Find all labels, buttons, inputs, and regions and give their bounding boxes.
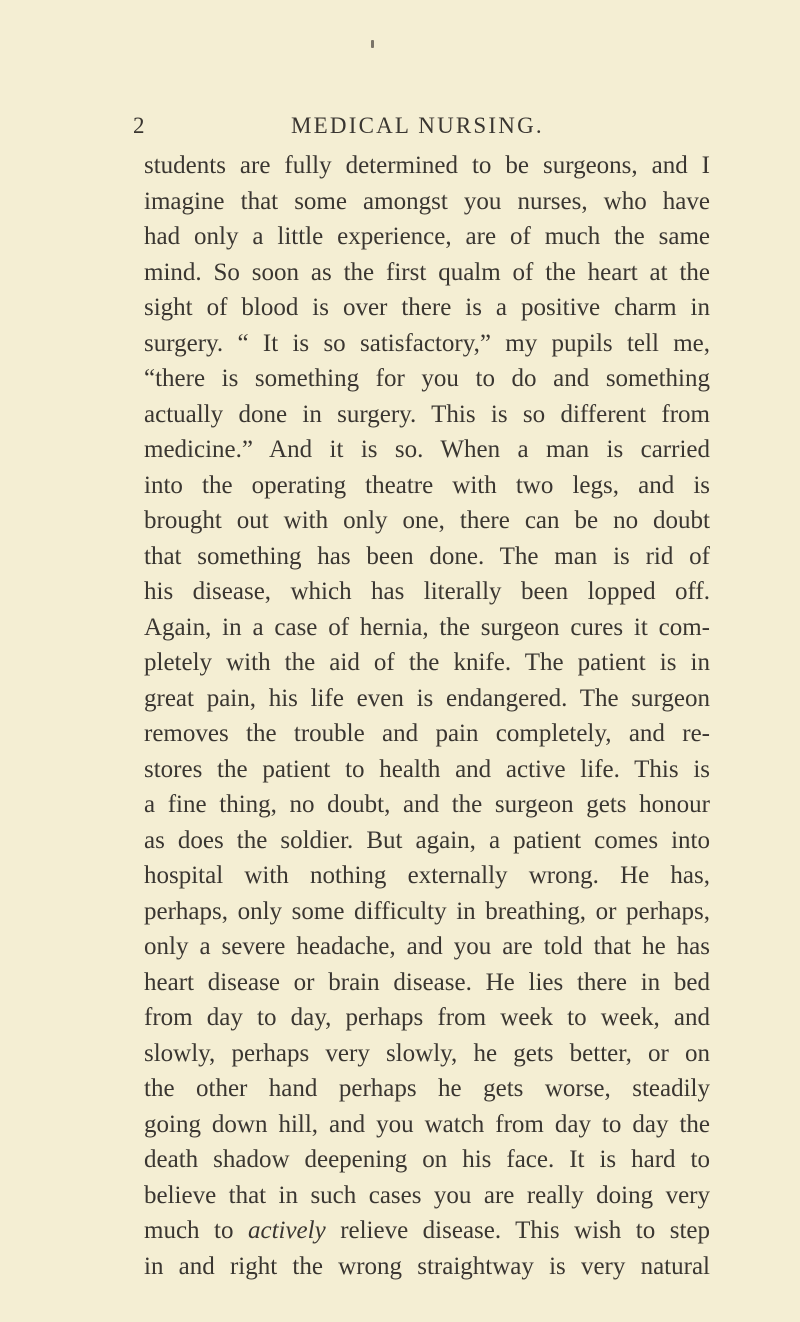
body-text: [144, 148, 710, 1284]
text-line: students are fully determined to be surgeons, and I: [144, 152, 710, 179]
print-speck: [371, 40, 374, 48]
text-line: death shadow deepening on his face. It is hard to: [144, 1146, 710, 1173]
text-line: hospital with nothing externally wrong. He has,: [144, 862, 710, 889]
text-line: imagine that some amongst you nurses, who have: [144, 187, 710, 215]
text-line: great pain, his life even is endangered. The surgeon: [144, 684, 710, 712]
text-line: sight of blood is over there is a positive charm in: [144, 294, 710, 321]
text-line: the other hand perhaps he gets worse, steadily: [144, 1075, 710, 1102]
page-number: 2: [133, 113, 146, 138]
text-line: surgery. “ It is so satisfactory,” my pupils tell me,: [144, 329, 710, 357]
text-line: his disease, which has literally been lopped off.: [144, 578, 710, 605]
text-segment: relieve disease. This wish to step: [325, 1217, 710, 1244]
text-line-with-emphasis: [144, 1213, 710, 1249]
text-line: perhaps, only some difficulty in breathing, or perhaps,: [144, 897, 710, 925]
text-line: removes the trouble and pain completely, and re-: [144, 720, 710, 747]
text-line: going down hill, and you watch from day to day the: [144, 1110, 710, 1138]
text-line: into the operating theatre with two legs, and is: [144, 471, 710, 499]
text-line: that something has been done. The man is rid of: [144, 542, 710, 570]
text-line: a fine thing, no doubt, and the surgeon gets honour: [144, 791, 710, 818]
text-line: from day to day, perhaps from week to week, and: [144, 1004, 710, 1031]
text-line: as does the soldier. But again, a patient comes into: [144, 826, 710, 854]
text-line: actually done in surgery. This is so different from: [144, 400, 710, 428]
text-line: slowly, perhaps very slowly, he gets better, or on: [144, 1039, 710, 1067]
text-line: had only a little experience, are of much the same: [144, 223, 710, 250]
text-line: pletely with the aid of the knife. The patient is in: [144, 649, 710, 676]
text-line: heart disease or brain disease. He lies there in bed: [144, 968, 710, 996]
text-segment: much to: [144, 1217, 248, 1244]
text-line: mind. So soon as the first qualm of the heart at the: [144, 258, 710, 286]
text-line: in and right the wrong straightway is very natural: [144, 1252, 710, 1280]
text-line: only a severe headache, and you are told that he has: [144, 933, 710, 960]
text-line: believe that in such cases you are really doing very: [144, 1181, 710, 1209]
italic-emphasis: actively: [247, 1217, 326, 1244]
text-line: medicine.” And it is so. When a man is carried: [144, 436, 710, 463]
text-line: brought out with only one, there can be no doubt: [144, 507, 710, 534]
text-line: stores the patient to health and active life. This is: [144, 755, 710, 783]
running-head: [0, 113, 800, 143]
text-line: Again, in a case of hernia, the surgeon cures it com-: [144, 613, 710, 641]
text-line: “there is something for you to do and something: [144, 365, 710, 392]
running-title: MEDICAL NURSING.: [291, 113, 544, 138]
